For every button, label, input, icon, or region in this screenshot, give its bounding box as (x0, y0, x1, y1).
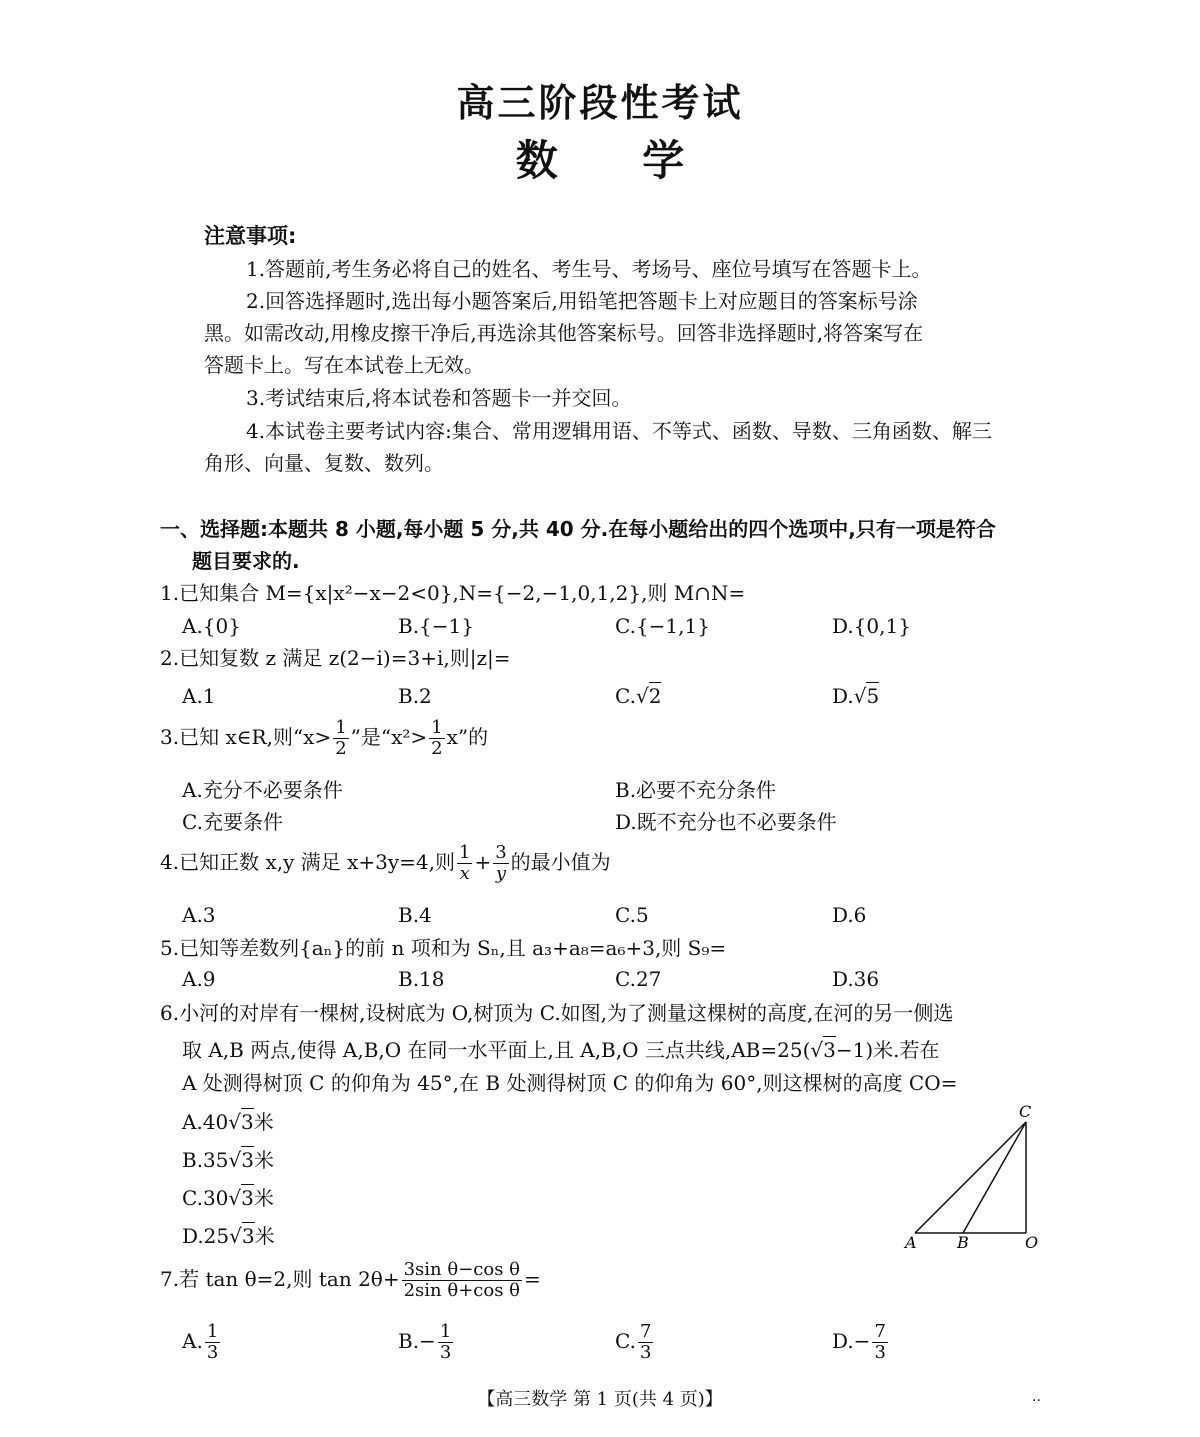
q6-option-d-prefix: D.25 (182, 1224, 230, 1248)
q6-option-b-radicand: 3 (241, 1148, 254, 1172)
question-6-line2: 取 A,B 两点,使得 A,B,O 在同一水平面上,且 A,B,O 三点共线,AB=25(√3−1)米.若在 (182, 1038, 940, 1062)
q1-option-d: D.{0,1} (832, 614, 911, 638)
q4-stem-prefix: 4.已知正数 x,y 满足 x+3y=4,则 (160, 850, 455, 874)
notice-heading: 注意事项: (204, 224, 297, 248)
notice-item-2: 2.回答选择题时,选出每小题答案后,用铅笔把答题卡上对应题目的答案标号涂 (246, 289, 918, 313)
q1-option-a: A.{0} (182, 614, 241, 638)
notice-item-4: 4.本试卷主要考试内容:集合、常用逻辑用语、不等式、函数、导数、三角函数、解三 (246, 419, 992, 443)
sight-line-bc (963, 1122, 1026, 1233)
q2-option-c-radicand: 2 (648, 684, 662, 708)
q7-option-b-num: 1 (439, 1321, 452, 1342)
q1-option-b: B.{−1} (398, 614, 474, 638)
q6-option-a-radicand: 3 (241, 1110, 254, 1134)
q6-option-c: C.30√3米 (182, 1186, 274, 1210)
q3-option-b: B.必要不充分条件 (615, 778, 777, 802)
label-b: B (957, 1233, 969, 1252)
q7-stem-suffix: = (524, 1267, 541, 1291)
q6-option-a-prefix: A.40 (182, 1110, 229, 1134)
notice-item-2-end: 答题卡上。写在本试卷上无效。 (204, 353, 484, 377)
q1-option-c: C.{−1,1} (615, 614, 710, 638)
question-3-stem (160, 718, 488, 759)
q3-frac2-den: 2 (431, 738, 443, 759)
question-5-stem: 5.已知等差数列{aₙ}的前 n 项和为 Sₙ,且 a₃+a₈=a₆+3,则 S₉= (160, 936, 727, 960)
q6-option-c-radicand: 3 (241, 1186, 254, 1210)
q2-option-d: D.√5 (832, 684, 880, 708)
q7-option-d-fraction (872, 1322, 887, 1363)
exam-title: 高三阶段性考试 (456, 81, 744, 125)
q7-option-a-label: A. (182, 1329, 203, 1353)
q2-option-a: A.1 (182, 684, 216, 708)
q7-option-d-num: 7 (874, 1321, 886, 1342)
q6-option-b-prefix: B.35 (182, 1148, 229, 1172)
q3-option-c: C.充要条件 (182, 810, 283, 834)
page-footer: 【高三数学 第 1 页(共 4 页)】 (477, 1389, 723, 1410)
q6-line2-radicand: 3 (823, 1038, 836, 1062)
q3-frac1-den: 2 (335, 738, 347, 759)
q5-option-c: C.27 (615, 967, 662, 991)
notice-item-4-cont: 角形、向量、复数、数列。 (204, 451, 444, 475)
question-6-line1: 6.小河的对岸有一棵树,设树底为 O,树顶为 C.如图,为了测量这棵树的高度,在河的另一侧选 (160, 1001, 954, 1025)
q4-stem-suffix: 的最小值为 (510, 850, 611, 874)
q7-option-d-den: 3 (874, 1342, 886, 1363)
q4-fraction-2 (493, 843, 508, 884)
q3-stem-mid: ”是“x²> (350, 725, 428, 749)
q7-fraction (402, 1260, 522, 1301)
q5-option-b: B.18 (398, 967, 445, 991)
q7-option-a-fraction (205, 1322, 220, 1363)
q7-option-a-den: 3 (206, 1342, 219, 1363)
q7-option-b (398, 1322, 455, 1363)
q7-frac-num: 3sin θ−cos θ (403, 1259, 521, 1280)
q6-option-b: B.35√3米 (182, 1148, 274, 1172)
q7-option-d (832, 1322, 890, 1363)
question-1-stem: 1.已知集合 M={x|x²−x−2<0},N={−2,−1,0,1,2},则 M∩N= (160, 581, 746, 605)
q7-option-b-label: B.− (398, 1329, 436, 1353)
section-heading-line2: 题目要求的. (192, 549, 300, 573)
q4-option-d: D.6 (832, 903, 867, 927)
label-o: O (1025, 1233, 1039, 1252)
q4-option-b: B.4 (398, 903, 432, 927)
q6-option-d-radicand: 3 (241, 1224, 255, 1248)
q2-option-d-label: D. (832, 684, 854, 708)
q5-option-d: D.36 (832, 967, 880, 991)
q3-frac1-num: 1 (335, 717, 347, 738)
q7-option-a (182, 1322, 222, 1363)
q3-stem-suffix: x”的 (446, 725, 489, 749)
question-7-stem (160, 1260, 541, 1301)
q3-frac2-num: 1 (431, 717, 443, 738)
q6-line2-suffix: −1)米.若在 (835, 1038, 940, 1062)
q7-option-c-den: 3 (639, 1342, 652, 1363)
label-a: A (905, 1233, 917, 1252)
question-2-stem: 2.已知复数 z 满足 z(2−i)=3+i,则|z|= (160, 646, 511, 670)
q7-stem-prefix: 7.若 tan θ=2,则 tan 2θ+ (160, 1267, 400, 1291)
q6-option-d: D.25√3米 (182, 1224, 275, 1248)
q4-option-a: A.3 (182, 903, 216, 927)
q4-frac2-den: y (495, 863, 507, 884)
q3-option-a: A.充分不必要条件 (182, 778, 343, 802)
q3-option-d: D.既不充分也不必要条件 (615, 810, 837, 834)
question-6-line3: A 处测得树顶 C 的仰角为 45°,在 B 处测得树顶 C 的仰角为 60°,则这棵树的高度 CO= (182, 1071, 958, 1095)
section-heading-line1: 一、选择题:本题共 8 小题,每小题 5 分,共 40 分.在每小题给出的四个选项中,只有一项是符合 (160, 517, 996, 541)
q7-frac-den: 2sin θ+cos θ (403, 1280, 521, 1301)
q3-stem-prefix: 3.已知 x∈R,则“x> (160, 725, 332, 749)
q6-option-b-unit: 米 (254, 1148, 274, 1172)
section-heading (160, 513, 996, 577)
q2-option-d-radicand: 5 (866, 684, 880, 708)
q4-frac1-num: 1 (459, 842, 471, 863)
q2-option-c: C.√2 (615, 684, 662, 708)
q6-option-d-unit: 米 (254, 1224, 275, 1248)
q4-frac2-num: 3 (495, 842, 507, 863)
q7-option-c-fraction (638, 1322, 653, 1363)
q6-option-a-unit: 米 (253, 1110, 274, 1134)
corner-mark: ·· (1032, 1393, 1041, 1409)
sight-line-ac (915, 1122, 1026, 1233)
q7-option-c-num: 7 (639, 1321, 652, 1342)
q4-frac1-den: x (459, 863, 470, 884)
tree-height-figure (895, 1100, 1055, 1260)
q7-option-c (615, 1322, 655, 1363)
subject-title: 数 学 (515, 136, 685, 185)
notice-item-1: 1.答题前,考生务必将自己的姓名、考生号、考场号、座位号填写在答题卡上。 (246, 257, 932, 281)
label-c: C (1019, 1102, 1032, 1121)
q7-option-b-fraction (438, 1322, 453, 1363)
notice-item-3: 3.考试结束后,将本试卷和答题卡一并交回。 (246, 386, 632, 410)
q7-option-a-num: 1 (206, 1321, 219, 1342)
q3-half-fraction-2 (429, 718, 444, 759)
q7-option-c-label: C. (615, 1329, 636, 1353)
q2-option-b: B.2 (398, 684, 432, 708)
q5-option-a: A.9 (182, 967, 216, 991)
q6-line2-prefix: 取 A,B 两点,使得 A,B,O 在同一水平面上,且 A,B,O 三点共线,AB=25( (182, 1038, 811, 1062)
q7-option-d-label: D.− (832, 1329, 871, 1353)
q7-option-b-den: 3 (439, 1342, 452, 1363)
q6-option-c-prefix: C.30 (182, 1186, 229, 1210)
notice-item-2-cont: 黑。如需改动,用橡皮擦干净后,再选涂其他答案标号。回答非选择题时,将答案写在 (204, 321, 924, 345)
q4-option-c: C.5 (615, 903, 649, 927)
q4-plus: + (474, 850, 492, 874)
q6-option-a: A.40√3米 (182, 1110, 274, 1134)
q2-option-c-label: C. (615, 684, 636, 708)
q3-half-fraction-1 (333, 718, 348, 759)
question-4-stem (160, 843, 611, 884)
q6-option-c-unit: 米 (253, 1186, 274, 1210)
q4-fraction-1 (457, 843, 472, 884)
